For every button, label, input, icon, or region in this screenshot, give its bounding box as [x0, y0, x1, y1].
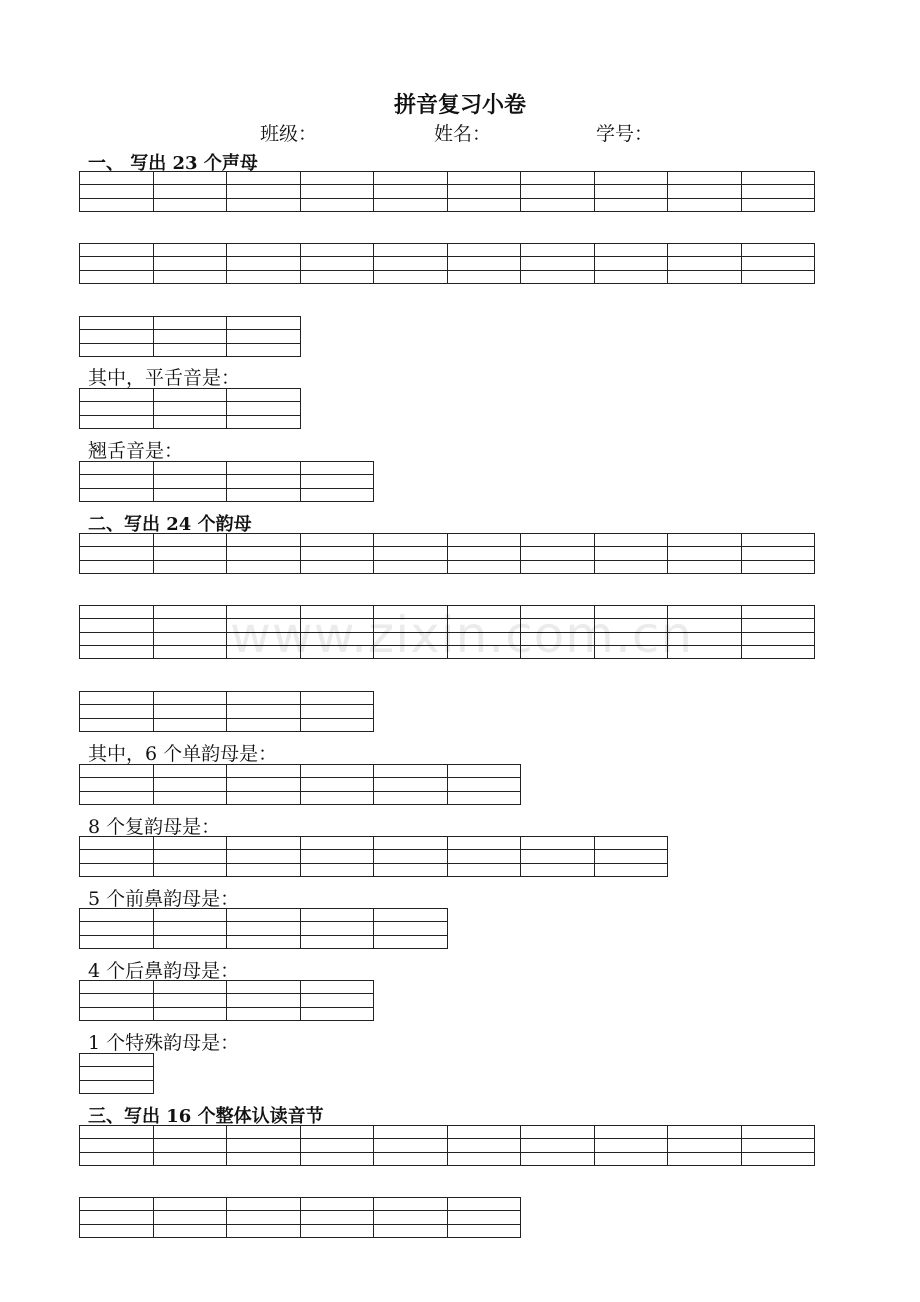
grid-cell[interactable]: [80, 389, 154, 402]
grid-cell[interactable]: [154, 864, 228, 877]
page-title: 拼音复习小卷: [393, 92, 526, 118]
grid-cell[interactable]: [301, 199, 375, 212]
grid-cell[interactable]: [448, 1198, 522, 1211]
grid-cell[interactable]: [742, 561, 816, 574]
grid-cell[interactable]: [154, 389, 228, 402]
grid-cell[interactable]: [227, 271, 301, 284]
grid-cell[interactable]: [154, 489, 228, 502]
grid-cell[interactable]: [154, 330, 228, 343]
grid-cell[interactable]: [521, 1139, 595, 1152]
grid-cell[interactable]: [80, 489, 154, 502]
grid-cell[interactable]: [301, 462, 375, 475]
grid-cell[interactable]: [80, 1225, 154, 1238]
grid-cell[interactable]: [374, 1153, 448, 1166]
grid-cell[interactable]: [595, 1153, 669, 1166]
grid-cell[interactable]: [80, 719, 154, 732]
grid-cell[interactable]: [80, 864, 154, 877]
grid-cell[interactable]: [374, 561, 448, 574]
grid-cell[interactable]: [154, 416, 228, 429]
grid-cell[interactable]: [154, 1139, 228, 1152]
grid-cell[interactable]: [154, 402, 228, 415]
grid-cell[interactable]: [154, 547, 228, 560]
grid-cell[interactable]: [227, 1008, 301, 1021]
grid-cell[interactable]: [154, 185, 228, 198]
grid-cell[interactable]: [154, 606, 228, 619]
syllables-grid-2[interactable]: [79, 1197, 521, 1238]
grid-cell[interactable]: [227, 344, 301, 357]
grid-cell[interactable]: [80, 1054, 154, 1067]
grid-cell[interactable]: [154, 534, 228, 547]
grid-cell[interactable]: [227, 981, 301, 994]
grid-cell[interactable]: [742, 199, 816, 212]
grid-cell[interactable]: [521, 534, 595, 547]
grid-cell[interactable]: [80, 792, 154, 805]
grid-cell[interactable]: [301, 778, 375, 791]
grid-cell[interactable]: [301, 561, 375, 574]
grid-cell[interactable]: [595, 1139, 669, 1152]
grid-cell[interactable]: [80, 1008, 154, 1021]
grid-cell[interactable]: [80, 1126, 154, 1139]
grid-cell[interactable]: [301, 1225, 375, 1238]
grid-cell[interactable]: [154, 1225, 228, 1238]
grid-cell[interactable]: [301, 244, 375, 257]
grid-cell[interactable]: [374, 271, 448, 284]
grid-cell[interactable]: [301, 1008, 375, 1021]
grid-cell[interactable]: [301, 837, 375, 850]
grid-cell[interactable]: [80, 936, 154, 949]
grid-cell[interactable]: [448, 765, 522, 778]
grid-cell[interactable]: [374, 199, 448, 212]
grid-cell[interactable]: [301, 936, 375, 949]
grid-cell[interactable]: [154, 344, 228, 357]
grid-cell[interactable]: [227, 692, 301, 705]
section-1-heading: 一、 写出 23 个声母: [88, 153, 258, 174]
grid-cell[interactable]: [80, 172, 154, 185]
grid-cell[interactable]: [448, 864, 522, 877]
grid-cell[interactable]: [227, 534, 301, 547]
grid-cell[interactable]: [301, 257, 375, 270]
grid-cell[interactable]: [301, 792, 375, 805]
grid-cell[interactable]: [227, 462, 301, 475]
grid-cell[interactable]: [154, 619, 228, 632]
grid-cell[interactable]: [595, 850, 669, 863]
grid-cell[interactable]: [448, 1153, 522, 1166]
grid-cell[interactable]: [742, 172, 816, 185]
grid-cell[interactable]: [154, 1126, 228, 1139]
grid-cell[interactable]: [595, 244, 669, 257]
grid-cell[interactable]: [80, 646, 154, 659]
grid-cell[interactable]: [668, 271, 742, 284]
grid-cell[interactable]: [154, 462, 228, 475]
grid-cell[interactable]: [80, 330, 154, 343]
grid-cell[interactable]: [80, 692, 154, 705]
grid-cell[interactable]: [595, 534, 669, 547]
grid-cell[interactable]: [80, 534, 154, 547]
grid-cell[interactable]: [227, 1126, 301, 1139]
grid-cell[interactable]: [80, 705, 154, 718]
grid-cell[interactable]: [374, 534, 448, 547]
grid-cell[interactable]: [595, 561, 669, 574]
retroflex-grid[interactable]: [79, 461, 374, 502]
student-number-label: 学号：: [596, 123, 654, 145]
grid-cell[interactable]: [374, 1225, 448, 1238]
grid-cell[interactable]: [374, 778, 448, 791]
grid-cell[interactable]: [301, 475, 375, 488]
grid-cell[interactable]: [668, 534, 742, 547]
section-3-heading: 三、写出 16 个整体认读音节: [88, 1106, 324, 1127]
grid-cell[interactable]: [374, 185, 448, 198]
grid-cell[interactable]: [374, 1198, 448, 1211]
grid-cell[interactable]: [448, 185, 522, 198]
grid-cell[interactable]: [374, 864, 448, 877]
grid-cell[interactable]: [448, 778, 522, 791]
grid-cell[interactable]: [227, 778, 301, 791]
grid-cell[interactable]: [227, 1139, 301, 1152]
special-final-label: 1 个特殊韵母是：: [88, 1032, 240, 1054]
grid-cell[interactable]: [154, 692, 228, 705]
grid-cell[interactable]: [301, 864, 375, 877]
grid-cell[interactable]: [301, 534, 375, 547]
grid-cell[interactable]: [742, 244, 816, 257]
grid-cell[interactable]: [80, 199, 154, 212]
grid-cell[interactable]: [227, 389, 301, 402]
flat-tongue-grid[interactable]: [79, 388, 301, 429]
grid-cell[interactable]: [668, 1153, 742, 1166]
grid-cell[interactable]: [595, 864, 669, 877]
grid-cell[interactable]: [742, 606, 816, 619]
grid-cell[interactable]: [448, 257, 522, 270]
grid-cell[interactable]: [521, 837, 595, 850]
grid-cell[interactable]: [374, 936, 448, 949]
syllables-grid-1[interactable]: [79, 1125, 815, 1166]
grid-cell[interactable]: [227, 864, 301, 877]
grid-cell[interactable]: [374, 547, 448, 560]
initials-grid-2[interactable]: [79, 243, 815, 284]
grid-cell[interactable]: [80, 922, 154, 935]
grid-cell[interactable]: [521, 547, 595, 560]
grid-cell[interactable]: [227, 1211, 301, 1224]
simple-finals-label: 其中，6 个单韵母是：: [88, 743, 278, 765]
grid-cell[interactable]: [227, 402, 301, 415]
initials-grid-3[interactable]: [79, 316, 301, 357]
front-nasal-grid[interactable]: [79, 908, 448, 949]
grid-cell[interactable]: [742, 1139, 816, 1152]
grid-cell[interactable]: [154, 719, 228, 732]
grid-cell[interactable]: [742, 257, 816, 270]
grid-cell[interactable]: [154, 633, 228, 646]
grid-cell[interactable]: [154, 646, 228, 659]
grid-cell[interactable]: [154, 792, 228, 805]
grid-cell[interactable]: [80, 606, 154, 619]
grid-cell[interactable]: [448, 244, 522, 257]
grid-cell[interactable]: [374, 257, 448, 270]
grid-cell[interactable]: [80, 317, 154, 330]
grid-cell[interactable]: [80, 244, 154, 257]
grid-cell[interactable]: [80, 909, 154, 922]
grid-cell[interactable]: [227, 172, 301, 185]
grid-cell[interactable]: [742, 185, 816, 198]
grid-cell[interactable]: [301, 1126, 375, 1139]
grid-cell[interactable]: [227, 719, 301, 732]
grid-cell[interactable]: [227, 185, 301, 198]
grid-cell[interactable]: [154, 1153, 228, 1166]
grid-cell[interactable]: [154, 561, 228, 574]
grid-cell[interactable]: [668, 257, 742, 270]
grid-cell[interactable]: [301, 271, 375, 284]
grid-cell[interactable]: [668, 1126, 742, 1139]
grid-cell[interactable]: [374, 244, 448, 257]
grid-cell[interactable]: [154, 1008, 228, 1021]
grid-cell[interactable]: [301, 765, 375, 778]
grid-cell[interactable]: [227, 936, 301, 949]
grid-cell[interactable]: [742, 271, 816, 284]
initials-grid-1[interactable]: [79, 171, 815, 212]
grid-cell[interactable]: [154, 1211, 228, 1224]
grid-cell[interactable]: [668, 561, 742, 574]
grid-cell[interactable]: [154, 199, 228, 212]
grid-cell[interactable]: [80, 981, 154, 994]
grid-cell[interactable]: [154, 994, 228, 1007]
grid-cell[interactable]: [374, 1211, 448, 1224]
grid-cell[interactable]: [668, 185, 742, 198]
grid-cell[interactable]: [595, 185, 669, 198]
grid-cell[interactable]: [80, 344, 154, 357]
grid-cell[interactable]: [521, 257, 595, 270]
grid-cell[interactable]: [227, 765, 301, 778]
grid-cell[interactable]: [154, 765, 228, 778]
back-nasal-label: 4 个后鼻韵母是：: [88, 960, 240, 982]
grid-cell[interactable]: [227, 547, 301, 560]
grid-cell[interactable]: [80, 257, 154, 270]
grid-cell[interactable]: [301, 185, 375, 198]
back-nasal-grid[interactable]: [79, 980, 374, 1021]
grid-cell[interactable]: [301, 922, 375, 935]
grid-cell[interactable]: [227, 330, 301, 343]
grid-cell[interactable]: [521, 185, 595, 198]
grid-cell[interactable]: [227, 1198, 301, 1211]
grid-cell[interactable]: [227, 909, 301, 922]
grid-cell[interactable]: [227, 317, 301, 330]
name-field-label: 姓名：: [434, 123, 492, 145]
finals-grid-1[interactable]: [79, 533, 815, 574]
grid-cell[interactable]: [154, 172, 228, 185]
special-final-grid[interactable]: [79, 1053, 154, 1094]
grid-cell[interactable]: [448, 271, 522, 284]
grid-cell[interactable]: [448, 561, 522, 574]
grid-cell[interactable]: [374, 922, 448, 935]
grid-cell[interactable]: [227, 257, 301, 270]
grid-cell[interactable]: [521, 172, 595, 185]
grid-cell[interactable]: [301, 1153, 375, 1166]
grid-cell[interactable]: [227, 922, 301, 935]
grid-cell[interactable]: [80, 1081, 154, 1094]
grid-cell[interactable]: [521, 1153, 595, 1166]
grid-cell[interactable]: [448, 172, 522, 185]
grid-cell[interactable]: [595, 257, 669, 270]
compound-finals-label: 8 个复韵母是：: [88, 816, 221, 838]
grid-cell[interactable]: [227, 792, 301, 805]
grid-cell[interactable]: [668, 172, 742, 185]
grid-cell[interactable]: [301, 719, 375, 732]
grid-cell[interactable]: [154, 475, 228, 488]
grid-cell[interactable]: [595, 271, 669, 284]
grid-cell[interactable]: [742, 1153, 816, 1166]
grid-cell[interactable]: [301, 692, 375, 705]
grid-cell[interactable]: [154, 936, 228, 949]
retroflex-label: 翘舌音是：: [88, 440, 184, 462]
grid-cell[interactable]: [80, 185, 154, 198]
grid-cell[interactable]: [521, 864, 595, 877]
grid-cell[interactable]: [521, 271, 595, 284]
grid-cell[interactable]: [80, 1139, 154, 1152]
grid-cell[interactable]: [154, 317, 228, 330]
grid-cell[interactable]: [301, 547, 375, 560]
grid-cell[interactable]: [448, 837, 522, 850]
grid-cell[interactable]: [80, 475, 154, 488]
grid-cell[interactable]: [742, 619, 816, 632]
grid-cell[interactable]: [80, 778, 154, 791]
grid-cell[interactable]: [154, 981, 228, 994]
grid-cell[interactable]: [595, 172, 669, 185]
grid-cell[interactable]: [154, 909, 228, 922]
grid-cell[interactable]: [80, 994, 154, 1007]
grid-cell[interactable]: [227, 416, 301, 429]
simple-finals-grid[interactable]: [79, 764, 521, 805]
grid-cell[interactable]: [80, 271, 154, 284]
grid-cell[interactable]: [301, 1211, 375, 1224]
grid-cell[interactable]: [448, 534, 522, 547]
grid-cell[interactable]: [595, 837, 669, 850]
grid-cell[interactable]: [668, 244, 742, 257]
front-nasal-label: 5 个前鼻韵母是：: [88, 888, 240, 910]
grid-cell[interactable]: [374, 909, 448, 922]
grid-cell[interactable]: [80, 619, 154, 632]
grid-cell[interactable]: [301, 1198, 375, 1211]
grid-cell[interactable]: [301, 994, 375, 1007]
grid-cell[interactable]: [301, 705, 375, 718]
grid-cell[interactable]: [227, 1225, 301, 1238]
grid-cell[interactable]: [448, 1211, 522, 1224]
grid-cell[interactable]: [154, 1198, 228, 1211]
grid-cell[interactable]: [374, 1126, 448, 1139]
grid-cell[interactable]: [374, 1139, 448, 1152]
grid-cell[interactable]: [374, 837, 448, 850]
grid-cell[interactable]: [595, 547, 669, 560]
finals-grid-3[interactable]: [79, 691, 374, 732]
grid-cell[interactable]: [448, 1225, 522, 1238]
grid-cell[interactable]: [448, 792, 522, 805]
grid-cell[interactable]: [668, 199, 742, 212]
grid-cell[interactable]: [521, 561, 595, 574]
grid-cell[interactable]: [301, 1139, 375, 1152]
grid-cell[interactable]: [154, 257, 228, 270]
grid-cell[interactable]: [521, 1126, 595, 1139]
grid-cell[interactable]: [80, 416, 154, 429]
grid-cell[interactable]: [227, 489, 301, 502]
grid-cell[interactable]: [80, 402, 154, 415]
grid-cell[interactable]: [448, 1126, 522, 1139]
grid-cell[interactable]: [227, 475, 301, 488]
grid-cell[interactable]: [595, 1126, 669, 1139]
compound-finals-grid[interactable]: [79, 836, 668, 877]
grid-cell[interactable]: [301, 909, 375, 922]
grid-cell[interactable]: [80, 633, 154, 646]
grid-cell[interactable]: [154, 705, 228, 718]
grid-cell[interactable]: [227, 705, 301, 718]
grid-cell[interactable]: [80, 1211, 154, 1224]
grid-cell[interactable]: [668, 547, 742, 560]
grid-cell[interactable]: [668, 1139, 742, 1152]
grid-cell[interactable]: [521, 850, 595, 863]
grid-cell[interactable]: [742, 534, 816, 547]
grid-cell[interactable]: [448, 547, 522, 560]
grid-cell[interactable]: [227, 837, 301, 850]
grid-cell[interactable]: [742, 633, 816, 646]
grid-cell[interactable]: [227, 244, 301, 257]
class-field-label: 班级：: [260, 123, 318, 145]
grid-cell[interactable]: [521, 199, 595, 212]
grid-cell[interactable]: [227, 1153, 301, 1166]
grid-cell[interactable]: [154, 244, 228, 257]
grid-cell[interactable]: [80, 1198, 154, 1211]
grid-cell[interactable]: [154, 271, 228, 284]
grid-cell[interactable]: [301, 981, 375, 994]
grid-cell[interactable]: [80, 1153, 154, 1166]
grid-cell[interactable]: [521, 244, 595, 257]
watermark: www.zixin.com.cn: [230, 606, 694, 664]
grid-cell[interactable]: [742, 646, 816, 659]
grid-cell[interactable]: [80, 547, 154, 560]
grid-cell[interactable]: [448, 850, 522, 863]
flat-tongue-label: 其中，平舌音是：: [88, 367, 241, 389]
grid-cell[interactable]: [742, 547, 816, 560]
grid-cell[interactable]: [227, 850, 301, 863]
grid-cell[interactable]: [80, 850, 154, 863]
grid-cell[interactable]: [301, 850, 375, 863]
grid-cell[interactable]: [80, 837, 154, 850]
grid-cell[interactable]: [80, 561, 154, 574]
grid-cell[interactable]: [742, 1126, 816, 1139]
grid-cell[interactable]: [374, 850, 448, 863]
grid-cell[interactable]: [80, 1067, 154, 1080]
grid-cell[interactable]: [374, 765, 448, 778]
grid-cell[interactable]: [80, 462, 154, 475]
grid-cell[interactable]: [301, 489, 375, 502]
grid-cell[interactable]: [80, 765, 154, 778]
grid-cell[interactable]: [154, 922, 228, 935]
grid-cell[interactable]: [154, 778, 228, 791]
grid-cell[interactable]: [595, 199, 669, 212]
grid-cell[interactable]: [227, 994, 301, 1007]
grid-cell[interactable]: [374, 792, 448, 805]
grid-cell[interactable]: [374, 172, 448, 185]
grid-cell[interactable]: [448, 1139, 522, 1152]
section-2-heading: 二、写出 24 个韵母: [88, 514, 252, 535]
grid-cell[interactable]: [227, 199, 301, 212]
grid-cell[interactable]: [154, 850, 228, 863]
grid-cell[interactable]: [301, 172, 375, 185]
grid-cell[interactable]: [227, 561, 301, 574]
grid-cell[interactable]: [448, 199, 522, 212]
grid-cell[interactable]: [154, 837, 228, 850]
